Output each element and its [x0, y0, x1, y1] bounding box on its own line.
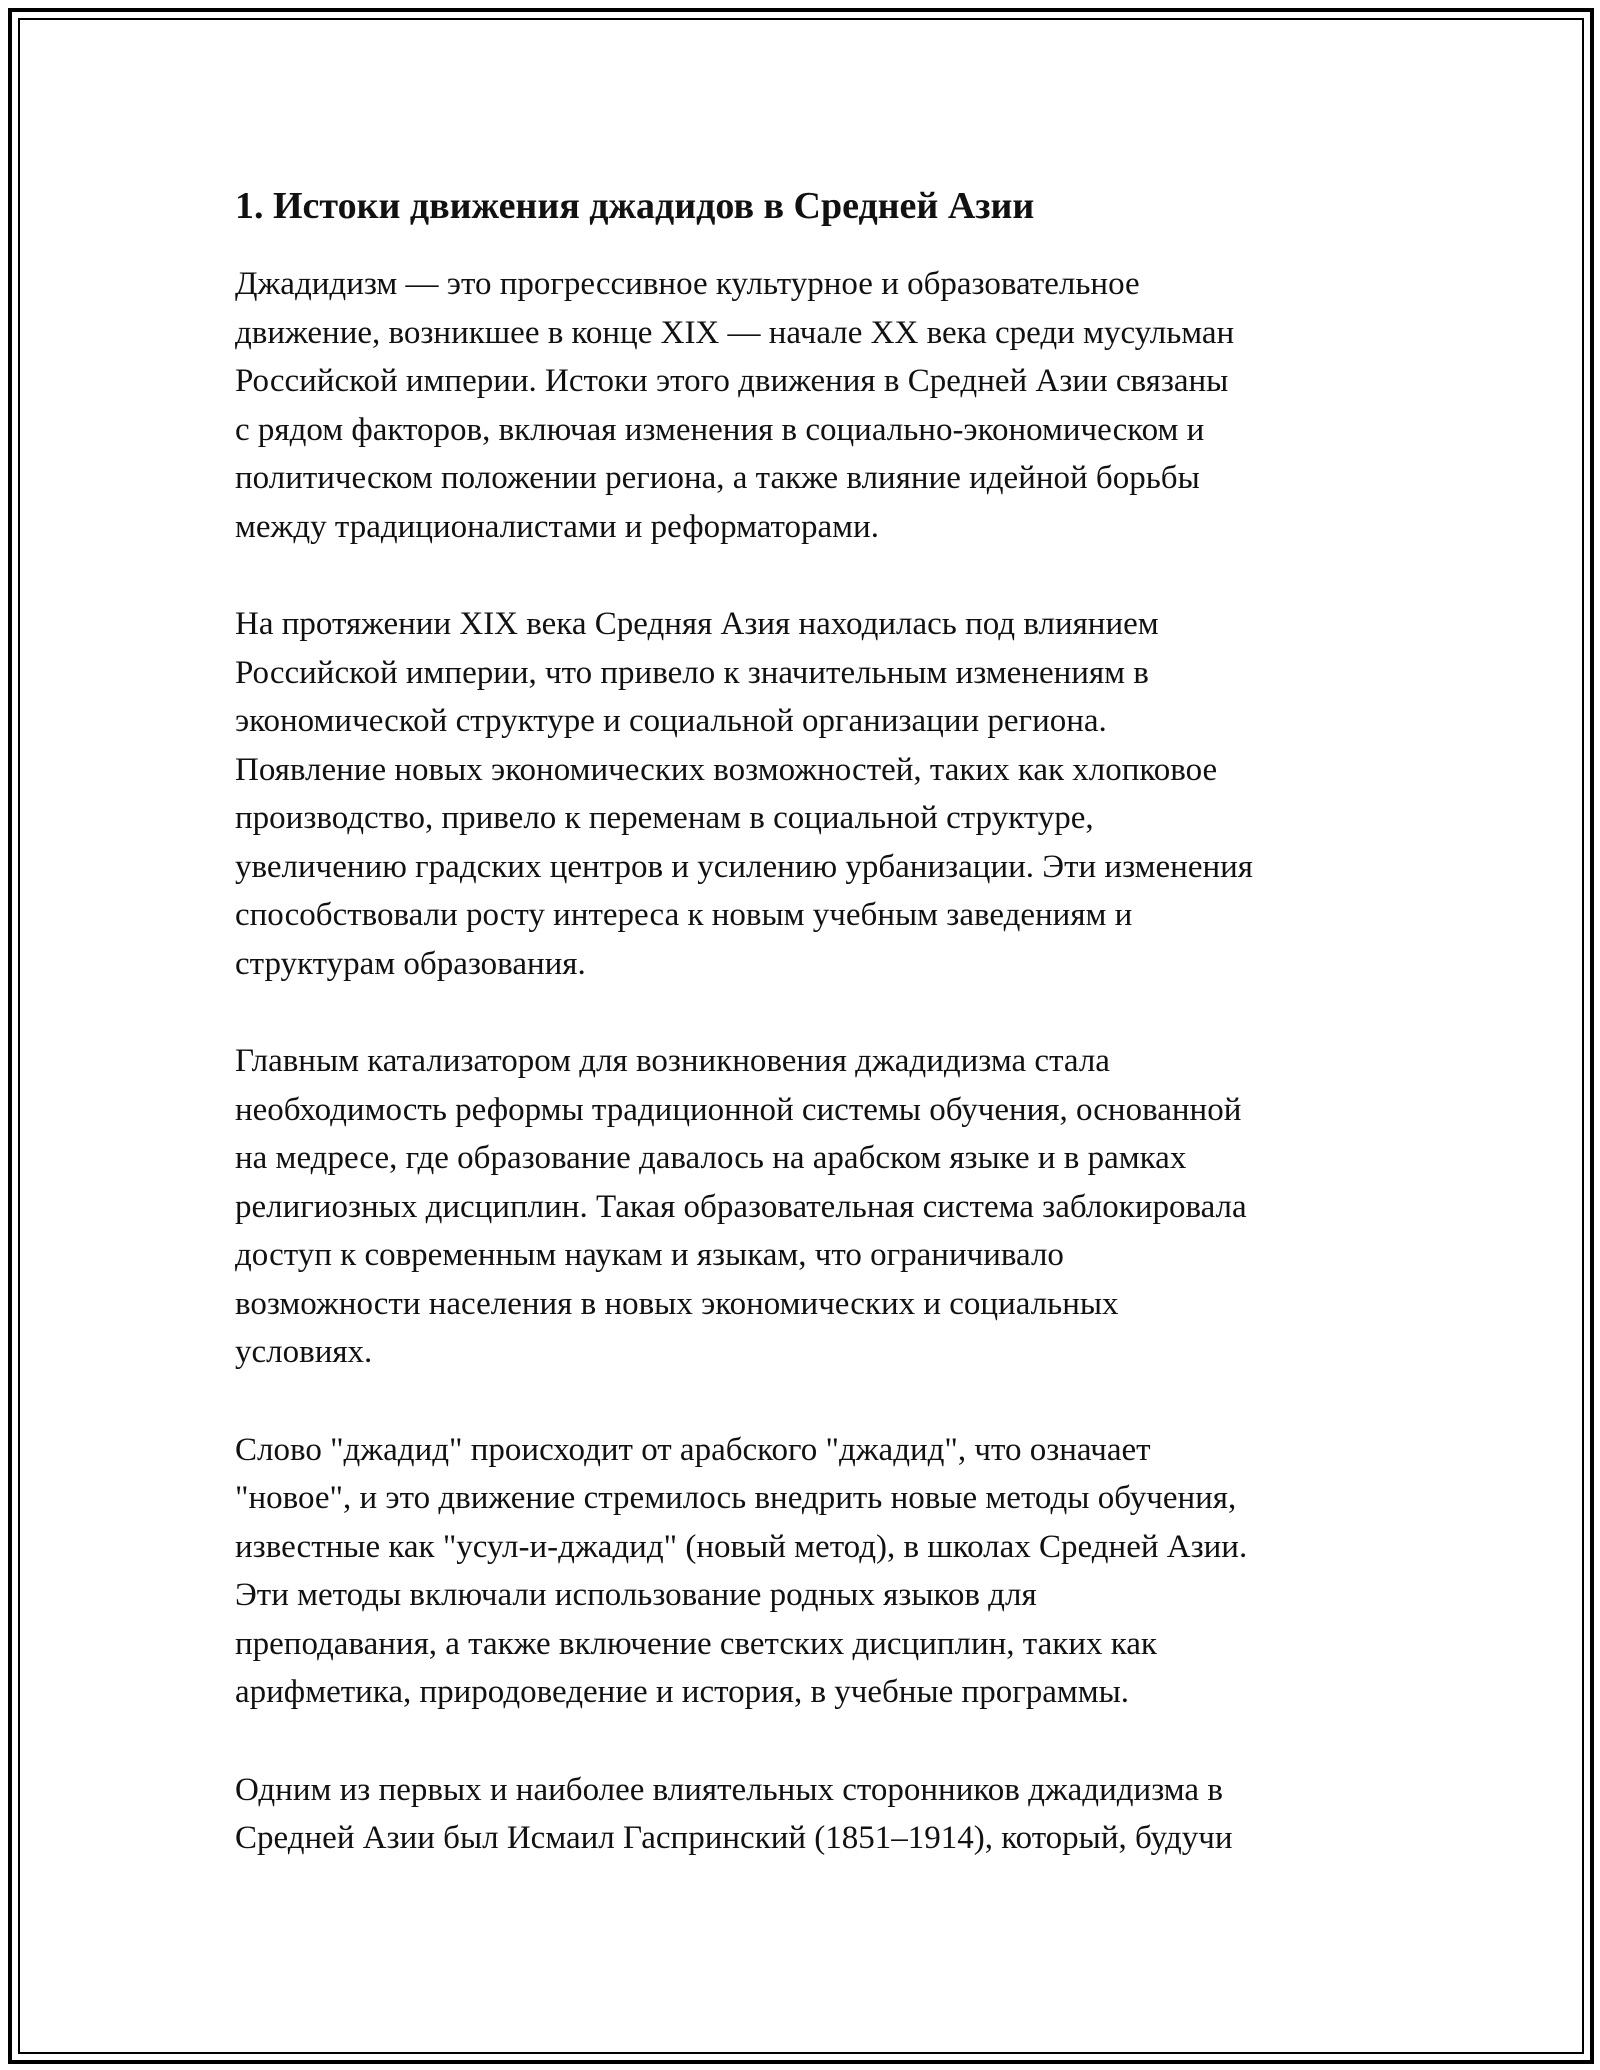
document-body — [235, 182, 1375, 1912]
section-heading: 1. Истоки движения джадидов в Средней Азии — [235, 185, 1035, 227]
paragraph-1: Джадидизм — это прогрессивное культурное и образовательное движение, возникшее в конце XIX — начале XX века среди мусульман Российской империи. Истоки этого движения в Средней Азии связаны с рядом факторов, включая изменения в социально-экономическом и политическом положении региона, а также влияние идейной борьбы между традиционалистами и реформаторами. — [235, 266, 1235, 545]
paragraph-4: Слово "джадид" происходит от арабского "джадид", что означает "новое", и это движение стремилось внедрить новые методы обучения, известные как "усул-и-джадид" (новый метод), в школах Средней Азии. Эти методы включали использование родных языков для преподавания, а также включение светских дисциплин, таких как арифметика, природоведение и история, в учебные программы. — [235, 1431, 1248, 1710]
paragraph-5: Одним из первых и наиболее влиятельных сторонников джадидизма в Средней Азии был Исмаил Гаспринский (1851–1914), который, будучи — [235, 1771, 1233, 1856]
paragraph-2: На протяжении XIX века Средняя Азия находилась под влиянием Российской империи, что привело к значительным изменениям в экономической структуре и социальной организации региона. Появление новых экономических возможностей, таких как хлопковое производство, привело к переменам в социальной структуре, увеличению градских центров и усилению урбанизации. Эти изменения способствовали росту интереса к новым учебным заведениям и структурам образования. — [235, 606, 1253, 982]
paragraph-3: Главным катализатором для возникновения джадидизма стала необходимость реформы традиционной системы обучения, основанной на медресе, где образование давалось на арабском языке и в рамках религиозных дисциплин. Такая образовательная система заблокировала доступ к современным наукам и языкам, что ограничивало возможности населения в новых экономических и социальных условиях. — [235, 1043, 1247, 1370]
